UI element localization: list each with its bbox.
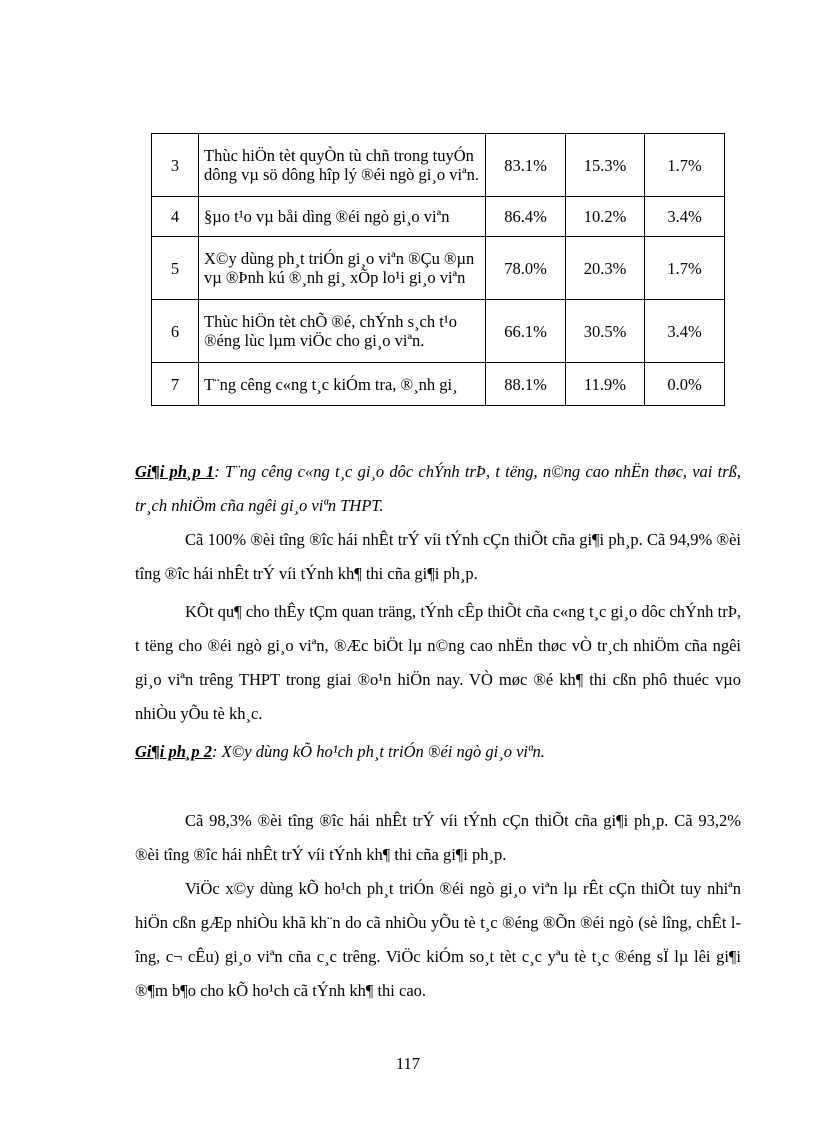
- row-content: Thùc hiÖn tèt chÕ ®é, chÝnh s¸ch t¹o ®éng lùc lµm viÖc cho gi¸o viªn.: [199, 300, 486, 363]
- row-content: Thùc hiÖn tèt quyÒn tù chñ trong tuyÓn dông vµ sö dông hîp lý ®éi ngò gi¸o viªn.: [199, 134, 486, 197]
- solution-1-heading: [135, 455, 741, 523]
- page-number: 117: [395, 1054, 421, 1073]
- row-number: 7: [152, 363, 199, 406]
- percent-cell: 83.1%: [486, 134, 566, 197]
- table-row: [152, 197, 725, 237]
- paragraph: Cã 100% ®èi tîng ®îc hái nhÊt trÝ víi tÝnh cÇn thiÕt cña gi¶i ph¸p. Cã 94,9% ®èi tîng ®îc hái nhÊt trÝ víi tÝnh kh¶ thi cña gi¶i ph¸p.: [135, 530, 741, 583]
- percent-cell: 1.7%: [645, 237, 725, 300]
- table-row: [152, 363, 725, 406]
- paragraph: Cã 98,3% ®èi tîng ®îc hái nhÊt trÝ víi tÝnh cÇn thiÕt cña gi¶i ph¸p. Cã 93,2% ®èi tîng ®îc hái nhÊt trÝ víi tÝnh kh¶ thi cña gi¶i ph¸p.: [135, 811, 741, 864]
- percent-cell: 3.4%: [645, 197, 725, 237]
- row-content: X©y dùng ph¸t triÓn gi¸o viªn ®Çu ®µn vµ ®Þnh kú ®¸nh gi¸ xÕp lo¹i gi¸o viªn: [199, 237, 486, 300]
- solution-1-label: Gi¶i ph¸p 1: [135, 462, 215, 481]
- percent-cell: 20.3%: [566, 237, 645, 300]
- row-number: 3: [152, 134, 199, 197]
- row-number: 5: [152, 237, 199, 300]
- row-number: 4: [152, 197, 199, 237]
- row-number: 6: [152, 300, 199, 363]
- percent-cell: 15.3%: [566, 134, 645, 197]
- row-content: T¨ng cêng c«ng t¸c kiÓm tra, ®¸nh gi¸: [199, 363, 486, 406]
- percent-cell: 30.5%: [566, 300, 645, 363]
- percent-cell: 66.1%: [486, 300, 566, 363]
- survey-results-table: [151, 133, 725, 406]
- percent-cell: 1.7%: [645, 134, 725, 197]
- paragraph: KÕt qu¶ cho thÊy tÇm quan träng, tÝnh cÊp thiÕt cña c«ng t¸c gi¸o dôc chÝnh trÞ, t tëng cho ®éi ngò gi¸o viªn, ®Æc biÖt lµ n©ng cao nhËn thøc vÒ tr¸ch nhiÖm cña ngêi gi¸o viªn trêng THPT trong giai ®o¹n hiÖn nay. VÒ møc ®é kh¶ thi cßn phô thuéc vµo nhiÒu yÕu tè kh¸c.: [135, 602, 741, 723]
- percent-cell: 10.2%: [566, 197, 645, 237]
- table-row: [152, 237, 725, 300]
- solution-2-label: Gi¶i ph¸p 2: [135, 742, 213, 761]
- solution-2-title: : X©y dùng kÕ ho¹ch ph¸t triÓn ®éi ngò gi¸o viªn.: [212, 742, 545, 761]
- table-row: [152, 300, 725, 363]
- solution-2-heading: [135, 735, 741, 769]
- table-row: [152, 134, 725, 197]
- percent-cell: 78.0%: [486, 237, 566, 300]
- percent-cell: 88.1%: [486, 363, 566, 406]
- paragraph: ViÖc x©y dùng kÕ ho¹ch ph¸t triÓn ®éi ngò gi¸o viªn lµ rÊt cÇn thiÕt tuy nhiªn hiÖn cßn gÆp nhiÒu khã kh¨n do cã nhiÒu yÕu tè t¸c ®éng ®Õn ®éi ngò (sè lîng, chÊt lîng, c¬ cÊu) gi¸o viªn cña c¸c trêng. ViÖc kiÓm so¸t tèt c¸c yªu tè t¸c ®éng sÏ lµ lêi gi¶i ®¶m b¶o cho kÕ ho¹ch cã tÝnh kh¶ thi cao.: [135, 879, 741, 1000]
- row-content: §µo t¹o vµ båi dìng ®éi ngò gi¸o viªn: [199, 197, 486, 237]
- percent-cell: 11.9%: [566, 363, 645, 406]
- solution-1-title: : T¨ng cêng c«ng t¸c gi¸o dôc chÝnh trÞ, t tëng, n©ng cao nhËn thøc, vai trß, tr¸ch nhiÖm cña ngêi gi¸o viªn THPT.: [135, 462, 741, 515]
- percent-cell: 0.0%: [645, 363, 725, 406]
- percent-cell: 3.4%: [645, 300, 725, 363]
- percent-cell: 86.4%: [486, 197, 566, 237]
